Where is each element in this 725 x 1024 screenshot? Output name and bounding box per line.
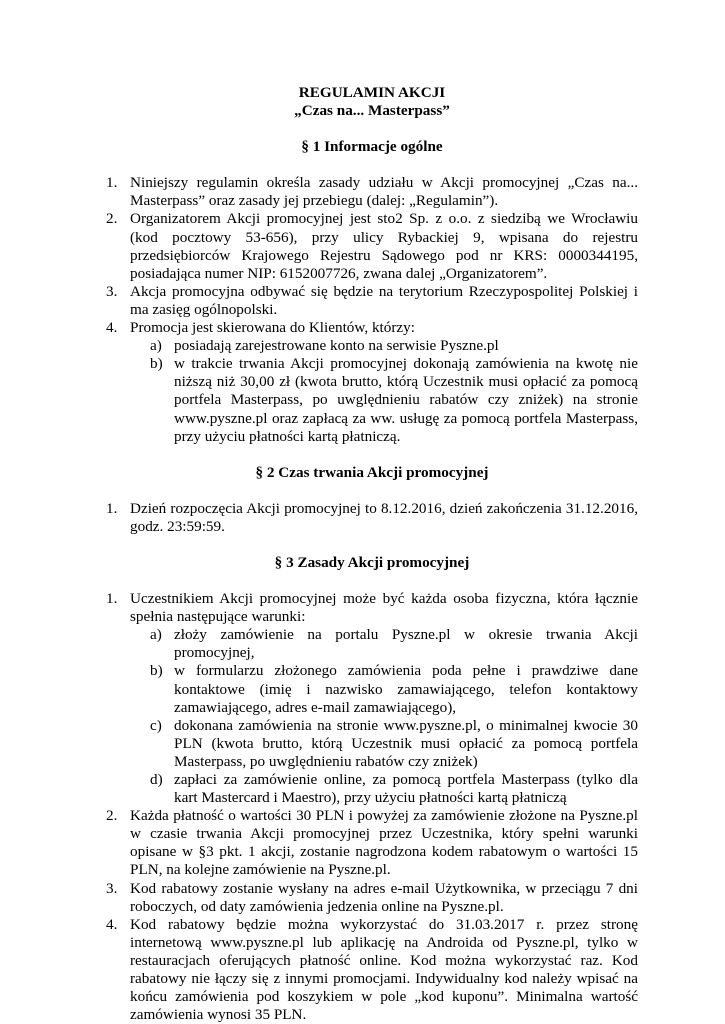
section-heading: § 3 Zasady Akcji promocyjnej (274, 553, 470, 571)
list-item-text: Dzień rozpoczęcia Akcji promocyjnej to 8.12.2016, dzień zakończenia 31.12.2016, godz. 23:59:59. (130, 499, 638, 535)
list-item-number: 3. (106, 879, 118, 897)
sub-list-item-letter: a) (150, 626, 162, 644)
list-item (106, 807, 638, 879)
section-heading: § 1 Informacje ogólne (301, 138, 443, 156)
sub-list-item (150, 771, 638, 807)
list-item-number: 2. (106, 210, 118, 228)
section-list (106, 174, 638, 445)
list-item-text: Niniejszy regulamin określa zasady udziału w Akcji promocyjnej „Czas na... Masterpass” oraz zasady jej przebiegu (dalej: „Regulamin”). (130, 174, 638, 210)
sub-list-item-letter: c) (150, 716, 162, 734)
list-item (106, 210, 638, 282)
sub-list-item-letter: d) (150, 771, 163, 788)
sub-list-item-text: złoży zamówienie na portalu Pyszne.pl w okresie trwania Akcji promocyjnej, (174, 626, 638, 662)
list-item (106, 916, 638, 1024)
list-item (106, 283, 638, 319)
list-item-number: 2. (106, 807, 118, 825)
list-item-number: 3. (106, 282, 118, 300)
sub-list-item-letter: b) (150, 355, 163, 373)
document-title: REGULAMIN AKCJI (298, 84, 446, 101)
sub-list-item (150, 355, 638, 445)
list-item-text: Promocja jest skierowana do Klientów, którzy: (130, 319, 415, 337)
sub-list (130, 337, 638, 446)
list-item-text: Każda płatność o wartości 30 PLN i powyżej za zamówienie złożone na Pyszne.pl w czasie trwania Akcji promocyjnej przez Uczestnika, który spełni warunki opisane w §3 pkt. 1 akcji, zostanie nagrodzona kodem rabatowym o wartości 15 PLN, na kolejne zamówienie na Pyszne.pl. (130, 807, 638, 879)
sub-list-item-text: posiadają zarejestrowane konto na serwisie Pyszne.pl (174, 337, 499, 355)
section-list (106, 590, 638, 1024)
list-item-number: 1. (106, 590, 118, 608)
list-item (106, 174, 638, 210)
list-item-text: Organizatorem Akcji promocyjnej jest sto2 Sp. z o.o. z siedzibą we Wrocławiu (kod pocztowy 53-656), przy ulicy Rybackiej 9, wpisana do rejestru przedsiębiorców Krajowego Rejestru Sądowego pod nr KRS: 0000344195, posiadająca numer NIP: 6152007726, zwana dalej „Organizatorem”. (130, 210, 638, 282)
sub-list-item-letter: b) (150, 662, 163, 680)
sub-list-item (150, 662, 638, 716)
section-list (106, 500, 638, 536)
document-body (106, 84, 638, 1024)
sub-list (130, 626, 638, 807)
sub-list-item (150, 337, 638, 355)
sub-list-item-letter: a) (150, 337, 162, 355)
list-item-number: 4. (106, 915, 118, 933)
sub-list-item-text: zapłaci za zamówienie online, za pomocą portfela Masterpass (tylko dla kart Mastercard i Maestro), przy użyciu płatności kartą płatniczą (174, 771, 638, 807)
sub-list-item (150, 717, 638, 771)
list-item-text: Kod rabatowy będzie można wykorzystać do 31.03.2017 r. przez stronę internetową www.pyszne.pl lub aplikację na Androida od Pyszne.pl, tylko w restauracjach oferujących płatność online. Kod można wykorzystać raz. Kod rabatowy nie łączy się z innymi promocjami. Indywidualny kod należy wpisać na końcu zamówienia pod koszykiem w pole „kod kuponu”. Minimalna wartość zamówienia wynosi 35 PLN. (130, 915, 638, 1024)
list-item-text: Akcja promocyjna odbywać się będzie na terytorium Rzeczypospolitej Polskiej i ma zasięg ogólnopolski. (130, 282, 638, 318)
sub-list-item (150, 626, 638, 662)
document-subtitle: „Czas na... Masterpass” (294, 102, 450, 120)
list-item (106, 319, 638, 446)
sections-container (106, 138, 638, 1024)
section-heading: § 2 Czas trwania Akcji promocyjnej (255, 463, 489, 481)
sub-list-item-text: w trakcie trwania Akcji promocyjnej dokonają zamówienia na kwotę nie niższą niż 30,00 zł (kwota brutto, którą Uczestnik musi opłacić za pomocą portfela Masterpass, po uwględnieniu rabatów czy zniżek) na stronie www.pyszne.pl oraz zapłacą za ww. usługę za pomocą portfela Masterpass, przy użyciu płatności kartą płatniczą. (174, 355, 638, 445)
list-item-text: Kod rabatowy zostanie wysłany na adres e-mail Użytkownika, w przeciągu 7 dni roboczych, od daty zamówienia jedzenia online na Pyszne.pl. (130, 879, 638, 915)
sub-list-item-text: w formularzu złożonego zamówienia poda pełne i prawdziwe dane kontaktowe (imię i nazwisko zamawiającego, telefon kontaktowy zamawiającego, adres e-mail zamawiającego), (174, 662, 638, 716)
list-item (106, 880, 638, 916)
list-item-number: 1. (106, 499, 118, 517)
list-item (106, 500, 638, 536)
list-item-text: Uczestnikiem Akcji promocyjnej może być każda osoba fizyczna, która łącznie spełnia następujące warunki: (130, 590, 638, 626)
list-item-number: 4. (106, 319, 118, 337)
list-item (106, 590, 638, 807)
sub-list-item-text: dokonana zamówienia na stronie www.pyszne.pl, o minimalnej kwocie 30 PLN (kwota brutto, którą Uczestnik musi opłacić za pomocą portfela Masterpass, po uwględnieniu rabatów czy zniżek) (174, 716, 638, 770)
list-item-number: 1. (106, 174, 118, 192)
